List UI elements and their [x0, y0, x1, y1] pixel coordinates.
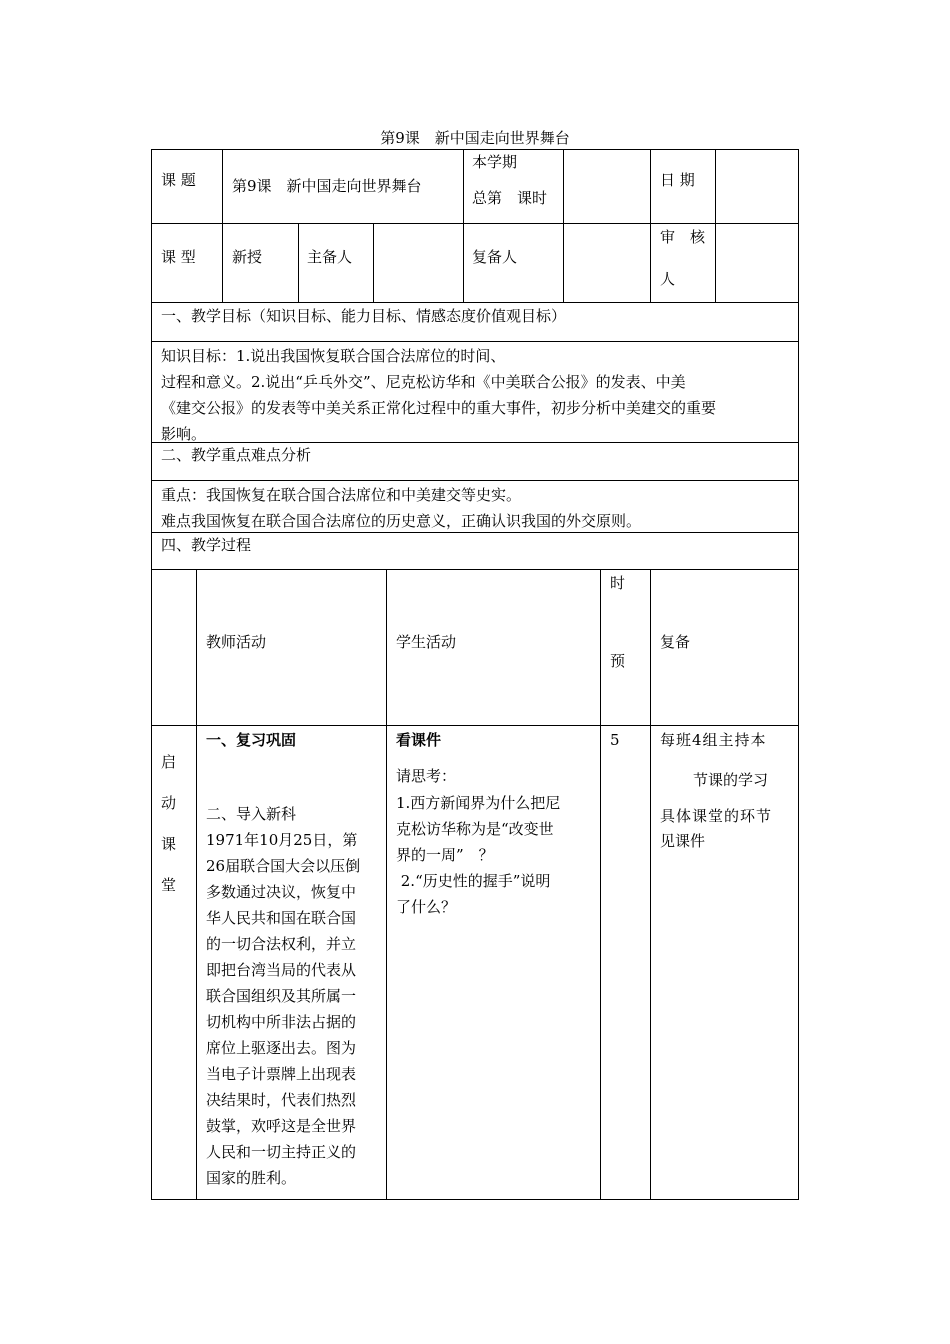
process-heading: 四、教学过程	[161, 536, 252, 554]
goals-heading: 一、教学目标（知识目标、能力目标、情感态度价值观目标）	[161, 307, 567, 325]
teacher-line: 国家的胜利。	[206, 1169, 297, 1187]
review-line: 节课的学习	[693, 771, 769, 789]
col-divider	[386, 569, 387, 1200]
col-divider	[600, 569, 601, 1200]
teacher-line: 的一切合法权利，并立	[206, 935, 357, 953]
student-line: 1.西方新闻界为什么把尼	[396, 794, 561, 812]
teacher-line: 华人民共和国在联合国	[206, 909, 357, 927]
lesson-type-value: 新授	[232, 248, 263, 266]
goals-line: 《建交公报》的发表等中美关系正常化过程中的重大事件，初步分析中美建交的重要	[161, 399, 717, 417]
teacher-line: 联合国组织及其所属一	[206, 987, 357, 1005]
reviewer-label: 审 核	[660, 228, 706, 246]
teacher-line: 切机构中所非法占据的	[206, 1013, 357, 1031]
col-divider	[463, 149, 464, 302]
teacher-activity-header: 教师活动	[206, 633, 267, 651]
goals-text	[161, 343, 791, 447]
student-line: 了什么？	[396, 898, 457, 916]
review-line: 见课件	[660, 832, 706, 850]
col-divider	[650, 569, 651, 1200]
time-value: 5	[610, 731, 620, 749]
col-divider	[563, 149, 564, 302]
key-point-line: 重点：我国恢复在联合国合法席位和中美建交等史实。	[161, 486, 522, 504]
reviewer-label-cont: 人	[660, 270, 676, 288]
teacher-line: 席位上驱逐出去。图为	[206, 1039, 357, 1057]
page-title: 第9课 新中国走向世界舞台	[380, 129, 570, 147]
row-divider	[151, 223, 799, 224]
review-header: 复备	[660, 633, 691, 651]
stage-label-char: 启	[161, 753, 177, 771]
semester-label: 本学期	[472, 153, 518, 171]
col-divider	[373, 223, 374, 302]
lesson-type-label: 课 型	[161, 248, 196, 266]
teacher-intro-title: 二、导入新科	[206, 805, 297, 823]
col-divider	[650, 149, 651, 302]
topic-label: 课 题	[161, 171, 196, 189]
topic-value: 第9课 新中国走向世界舞台	[232, 177, 422, 195]
date-label: 日 期	[660, 171, 695, 189]
teacher-activity-text	[206, 827, 384, 1191]
student-line: 克松访华称为是“改变世	[396, 820, 554, 838]
time-header-cont: 预	[610, 652, 626, 670]
teacher-line: 26届联合国大会以压倒	[206, 857, 361, 875]
row-divider	[151, 480, 799, 481]
review-line: 每班4组主持本	[660, 731, 767, 749]
total-hours-label: 总第 课时	[472, 189, 548, 207]
row-divider	[151, 341, 799, 342]
student-activity-header: 学生活动	[396, 633, 457, 651]
student-line: 界的一周” ？	[396, 846, 494, 864]
teacher-line: 多数通过决议，恢复中	[206, 883, 357, 901]
col-divider	[196, 569, 197, 1200]
col-divider	[715, 149, 716, 302]
teacher-line: 即把台湾当局的代表从	[206, 961, 357, 979]
goals-line: 知识目标：1.说出我国恢复联合国合法席位的时间、	[161, 347, 506, 365]
teacher-line: 人民和一切主持正义的	[206, 1143, 357, 1161]
goals-line: 过程和意义。2.说出“乒乓外交”、尼克松访华和《中美联合公报》的发表、中美	[161, 373, 686, 391]
teacher-line: 决结果时，代表们热烈	[206, 1091, 357, 1109]
review-line: 具体课堂的环节	[660, 807, 773, 825]
key-point-line: 难点我国恢复在联合国合法席位的历史意义，正确认识我国的外交原则。	[161, 512, 642, 530]
student-activity-text	[396, 790, 598, 920]
co-preparer-label: 复备人	[472, 248, 518, 266]
row-divider	[151, 302, 799, 303]
time-header: 时	[610, 574, 626, 592]
teacher-line: 当电子计票牌上出现表	[206, 1065, 357, 1083]
student-title: 看课件	[396, 731, 442, 749]
col-divider	[298, 223, 299, 302]
teacher-line: 鼓掌，欢呼这是全世界	[206, 1117, 357, 1135]
col-divider	[222, 149, 223, 302]
row-divider	[151, 569, 799, 570]
key-points-heading: 二、教学重点难点分析	[161, 446, 312, 464]
stage-label-char: 堂	[161, 876, 177, 894]
stage-label-char: 课	[161, 835, 177, 853]
lead-preparer-label: 主备人	[307, 248, 353, 266]
key-points-text	[161, 482, 791, 534]
row-divider	[151, 725, 799, 726]
student-line: 2.“历史性的握手”说明	[396, 872, 551, 890]
student-prompt: 请思考：	[396, 767, 457, 785]
teacher-line: 1971年10月25日，第	[206, 831, 358, 849]
teacher-review-title: 一、复习巩固	[206, 731, 297, 749]
goals-line: 影响。	[161, 425, 207, 443]
stage-label-char: 动	[161, 794, 177, 812]
